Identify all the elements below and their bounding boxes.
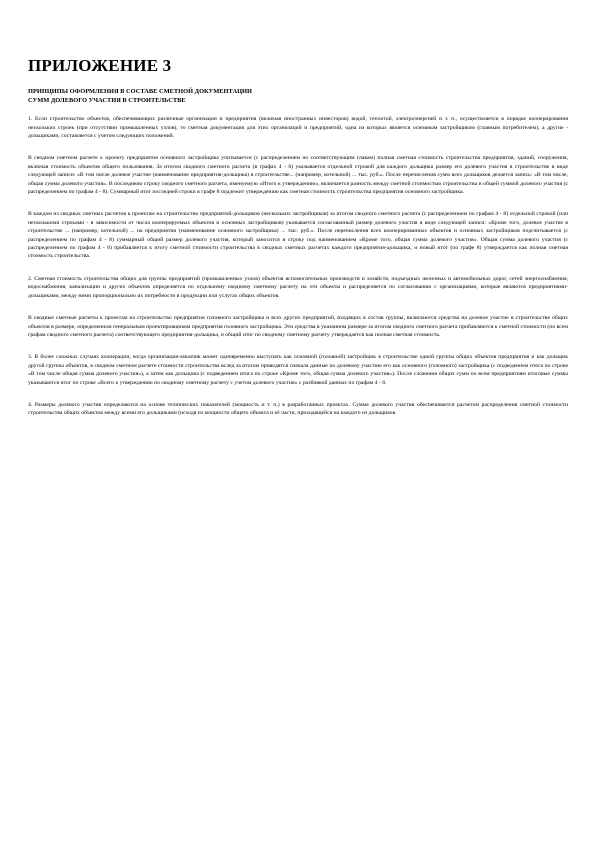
paragraph-5: В сводные сметные расчеты к проектам на строительство предприятия головного застройщика и всех других предприятий, входящих в состав группы, включаются средства на долевое участие в строительстве общих объектов в размере, определенном генеральным проектировщиком предприятия головного застройщика. Эти средства в указанном размере за итогом сводного сметного расчета прибавляются к сметной стоимости (по всем графам сводного сметного расчета) соответствующего предприятия-дольщика, и общий итог по сводному сметному расчету утверждается как полная сметная стоимость. — [28, 315, 568, 338]
paragraph-2: В сводном сметном расчете к проекту предприятия основного застройщика учитывается (с распределением по соответствующим главам) полная сметная стоимость строительства предприятия, зданий, сооружения, включая стоимость объектов общего пользования. За итогом сводного сметного расчета (в графах 4 - 8) указывается отдельной строкой для каждого дольщика размер его долевого участия в строительстве в виде следующей записи: «В том числе долевое участие (наименование предприятия-дольщика) в строительстве... (например, котельной) ... тыс. руб.». После перечисления сумм всех дольщиков делается запись: «В том числе, общая сумма долевого участия». В последнюю строку сводного сметного расчета, именуемую «Итого к утверждению», включается разность между сметной стоимостью строительства и общей суммой долевого участия (с распределением по графам 4 - 8). Суммарный итог последней строки в графе 8 подлежит утверждению как сметная стоимость строительства предприятия основного застройщика. — [28, 155, 568, 196]
subtitle-line-2: СУММ ДОЛЕВОГО УЧАСТИЯ В СТРОИТЕЛЬСТВЕ — [28, 96, 186, 104]
paragraph-7: 4. Размеры долевого участия определяются на основе технических показателей (мощность и т. п.) в разработанных проектах. Сумма долевого участия обеспечивается расчетом распределения сметной стоимости строительства общих объектов между всеми его дольщиками (исходя из мощности общего объекта и её части, приходящейся на каждого из дольщиков. — [28, 401, 568, 417]
paragraph-4: 2. Сметная стоимость строительства общих для группы предприятий (промышленных узлов) объектов вспомогательных производств и хозяйств, подъездных железных и автомобильных дорог, сетей энергоснабжения, водоснабжения, канализации и других объектов определяется по отдельному сводному сметному расчету на эти объекты и распределяется по согласованию с организациями, которые являются предприятиями-дольщиками, между ними пропорционально их потребности в продукции или услугах общих объектов. — [28, 275, 568, 299]
document-page — [28, 56, 568, 432]
paragraph-3: В каждом из сводных сметных расчетов к проектам на строительство предприятий-дольщиков (нескольких застройщиков) за итогом сводного сметного расчета (с распределением по графам 4 - 8) отдельной строкой (или несколькими строками - в зависимости от числа кооперируемых объектов и основных застройщиков) указывается согласованный размер долевого участия в виде следующей записи: «Кроме того, долевое участие в строительстве ... (например, котельной) ... на предприятии (наименование основного застройщика) ... тыс. руб.». После перечисления всех кооперированных объектов и основных застройщиков подсчитывается (с распределением по графам 4 - 8) суммарный общий размер долевого участия, который заносится в строку под наименованием «Кроме того, общая сумма долевого участия». Общая сумма долевого участия (с распределением по графам 4 - 8) прибавляется к итогу сметной стоимости строительства в сводных сметных расчетах каждого предприятия-дольщика, и новый итог (по графе 8) утверждается как полная сметная стоимость строительства. — [28, 211, 568, 260]
document-subtitle — [28, 88, 568, 105]
page-title: ПРИЛОЖЕНИЕ 3 — [28, 56, 172, 75]
paragraph-1: 1. Если строительство объектов, обеспечивающих различные организации и предприятия (включая иностранных инвесторов) водой, теплотой, электроэнергией и т. п., осуществляется в порядке кооперирования нескольких строек (при отсутствии промышленных узлов), то сметная документация для этих организаций и предприятий, одна из которых является основным застройщиком (главным потребителем), а другие - дольщиками, составляется с учетом следующих положений. — [28, 116, 568, 139]
subtitle-line-1: ПРИНЦИПЫ ОФОРМЛЕНИЯ В СОСТАВЕ СМЕТНОЙ ДОКУМЕНТАЦИИ — [28, 88, 252, 95]
paragraph-6: 3. В более сложных случаях кооперации, когда организация-заказчик может одновременно выступать как основной (головной) застройщик в строительстве одной группы общих объектов предприятия и как дольщик другой группы объектов, в сводном сметном расчете стоимости строительства вслед за итогом приводятся сначала данные по долевому участию его как основного (головного) застройщика (с подведением итога по строке «В том числе общая сумма долевого участия»), а затем как дольщика (с подведением итога по строке «Кроме того, общая сумма долевого участия»). После сложения общих сумм по всем предприятиям итоговые суммы указываются итог по строке «Всего к утверждению по сводному сметному расчету с учетом долевого участия» с разбивкой данных по графам 4 - 8. — [28, 354, 568, 386]
